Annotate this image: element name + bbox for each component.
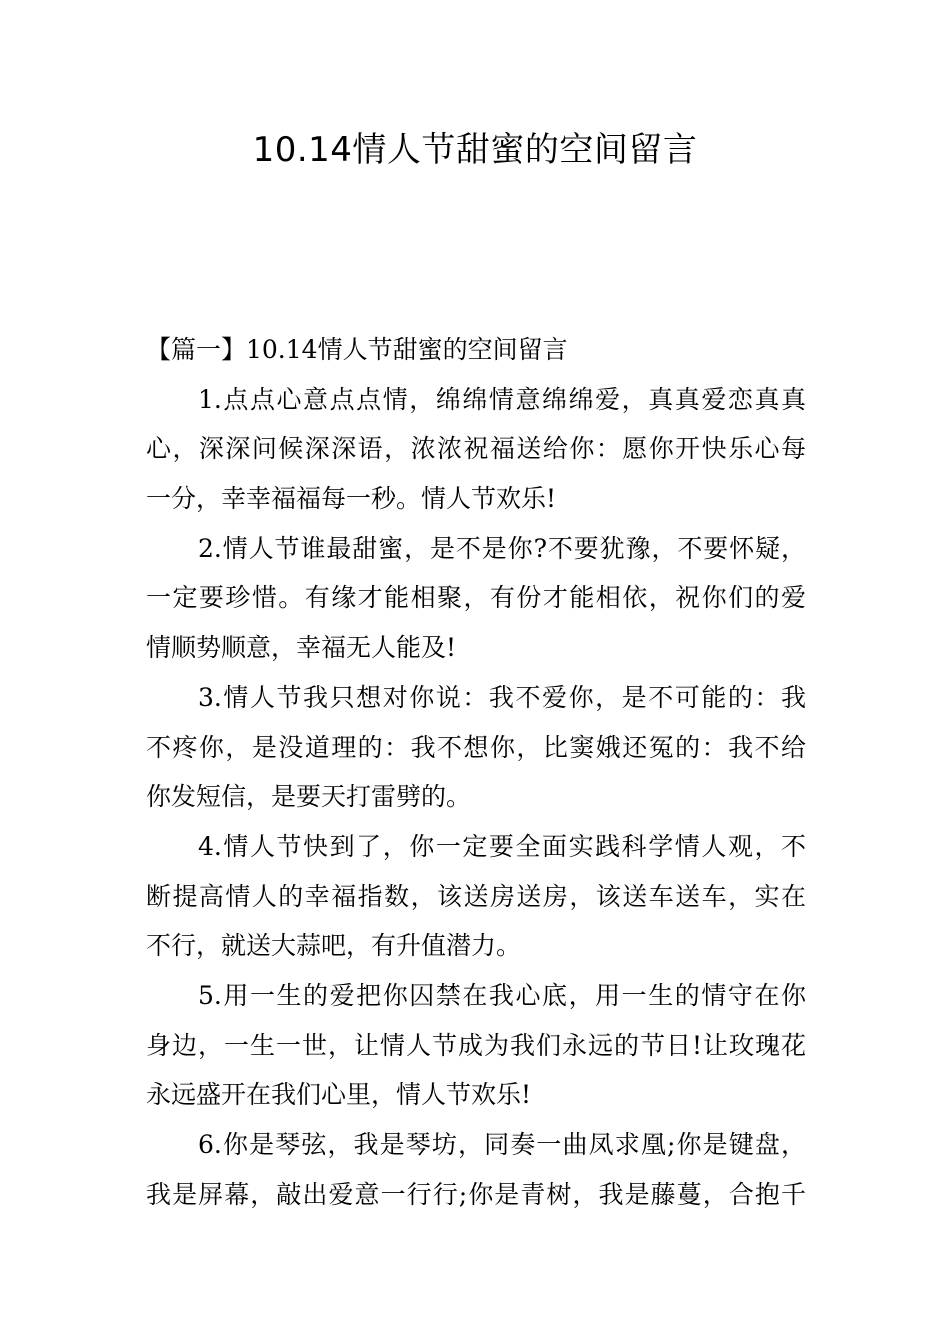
- paragraph-line: 6.你是琴弦，我是琴坊，同奏一曲凤求凰;你是键盘，: [198, 1130, 806, 1159]
- paragraph-line: 心，深深问候深深语，浓浓祝福送给你：愿你开快乐心每: [146, 434, 806, 464]
- paragraph-line: 永远盛开在我们心里，情人节欢乐!: [146, 1080, 532, 1110]
- paragraph-2: [146, 524, 806, 673]
- paragraph-line: 5.用一生的爱把你囚禁在我心底，用一生的情守在你: [198, 980, 806, 1010]
- paragraph-line: 你发短信，是要天打雷劈的。: [146, 782, 472, 812]
- paragraph-line: 不行，就送大蒜吧，有升值潜力。: [146, 931, 522, 961]
- paragraph-line: 一定要珍惜。有缘才能相聚，有份才能相依，祝你们的爱: [146, 583, 806, 613]
- paragraph-line: 不疼你，是没道理的：我不想你，比窦娥还冤的：我不给: [146, 732, 806, 762]
- paragraph-line: 2.情人节谁最甜蜜，是不是你?不要犹豫，不要怀疑，: [198, 533, 806, 563]
- paragraph-3: [146, 673, 806, 822]
- document-title: 10.14情人节甜蜜的空间留言: [252, 130, 698, 170]
- paragraph-4: [146, 822, 806, 971]
- paragraph-1: [146, 375, 806, 524]
- paragraph-line: 1.点点心意点点情，绵绵情意绵绵爱，真真爱恋真真: [198, 384, 806, 414]
- paragraph-line: 4.情人节快到了，你一定要全面实践科学情人观，不: [198, 831, 806, 861]
- paragraph-6: [146, 1120, 806, 1219]
- paragraph-line: 3.情人节我只想对你说：我不爱你，是不可能的：我: [198, 682, 806, 712]
- paragraph-line: 断提高情人的幸福指数，该送房送房，该送车送车，实在: [146, 881, 806, 911]
- document-body: [146, 325, 806, 1219]
- paragraph-line: 情顺势顺意，幸福无人能及!: [146, 633, 457, 663]
- paragraph-line: 我是屏幕，敲出爱意一行行;你是青树，我是藤蔓，合抱千: [146, 1179, 806, 1209]
- paragraph-5: [146, 971, 806, 1120]
- paragraph-line: 一分，幸幸福福每一秒。情人节欢乐!: [146, 484, 557, 514]
- section-heading: 【篇一】10.14情人节甜蜜的空间留言: [146, 335, 568, 364]
- paragraph-line: 身边，一生一世，让情人节成为我们永远的节日!让玫瑰花: [146, 1030, 806, 1060]
